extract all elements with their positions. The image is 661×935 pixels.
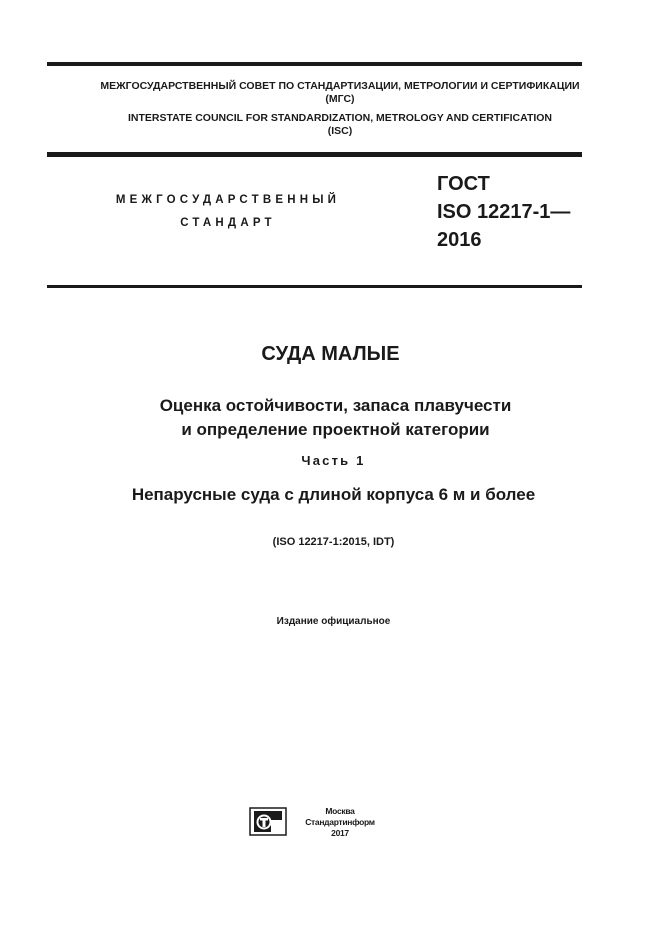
- standard-code-line2: ISO 12217-1—: [437, 201, 571, 223]
- document-subtitle: [5, 394, 661, 442]
- publisher-city: Москва: [325, 806, 355, 816]
- standard-type-line2: СТАНДАРТ: [180, 217, 276, 229]
- designation-rule: [47, 285, 582, 288]
- publisher-name: Стандартинформ: [305, 817, 375, 827]
- council-en-abbr: (ISC): [327, 125, 353, 137]
- iso-reference: (ISO 12217-1:2015, IDT): [272, 536, 395, 548]
- council-en-name: INTERSTATE COUNCIL FOR STANDARDIZATION, METROLOGY AND CERTIFICATION: [127, 112, 553, 124]
- part-label: Часть 1: [301, 453, 366, 468]
- publisher-info: [290, 806, 390, 839]
- document-title: СУДА МАЛЫЕ: [261, 343, 400, 365]
- part-title: Непарусные суда с длиной корпуса 6 м и более: [131, 485, 536, 504]
- edition-note: Издание официальное: [276, 616, 391, 627]
- council-ru: [40, 80, 640, 106]
- publisher-year: 2017: [331, 828, 349, 838]
- council-en: [40, 112, 640, 138]
- standartinform-logo-icon: [249, 806, 287, 837]
- council-ru-name: МЕЖГОСУДАРСТВЕННЫЙ СОВЕТ ПО СТАНДАРТИЗАЦИИ, МЕТРОЛОГИИ И СЕРТИФИКАЦИИ: [100, 80, 580, 92]
- standard-code-line3: 2016: [437, 229, 482, 251]
- header-rule: [47, 152, 582, 157]
- standard-type-line1: МЕЖГОСУДАРСТВЕННЫЙ: [115, 194, 341, 206]
- top-rule: [47, 62, 582, 66]
- standard-code: [437, 170, 570, 254]
- council-ru-abbr: (МГС): [325, 93, 355, 105]
- standard-type-label: [90, 189, 366, 235]
- standard-code-line1: ГОСТ: [437, 173, 490, 195]
- document-subtitle-line2: и определение проектной категории: [181, 420, 490, 439]
- document-subtitle-line1: Оценка остойчивости, запаса плавучести: [159, 396, 512, 415]
